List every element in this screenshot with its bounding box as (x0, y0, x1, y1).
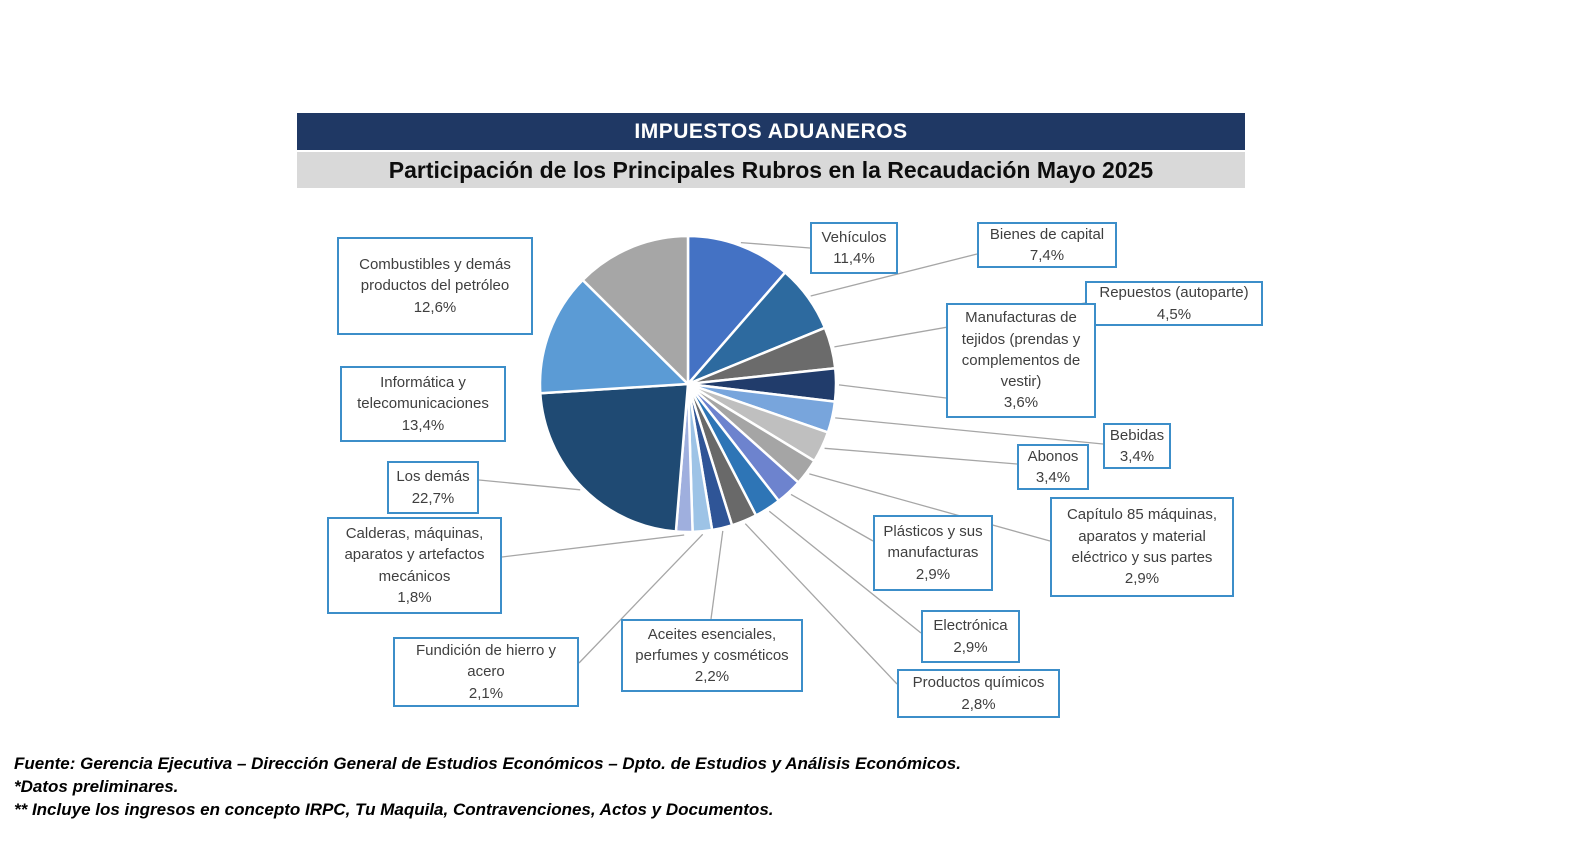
label-box-losdemas (387, 461, 479, 514)
slice-percent: 22,7% (411, 489, 455, 507)
label-box-manufacturas (946, 303, 1096, 418)
label-box-repuestos (1085, 281, 1263, 326)
slice-label: Productos químicos (912, 674, 1045, 692)
label-box-abonos (1017, 444, 1089, 490)
label-box-bienes (977, 222, 1117, 268)
slice-label: Repuestos (autoparte) (1099, 284, 1249, 302)
slice-percent: 12,6% (413, 298, 457, 316)
slice-percent: 7,4% (1029, 247, 1065, 264)
label-box-vehiculos (810, 222, 898, 274)
label-box-productos (897, 669, 1060, 718)
chart-title: IMPUESTOS ADUANEROS (634, 119, 908, 143)
label-box-capitulo85 (1050, 497, 1234, 597)
footer-notes (14, 752, 1314, 821)
slice-label: Abonos (1027, 447, 1079, 465)
leader-line-losdemas (479, 480, 580, 490)
label-box-informatica (340, 366, 506, 442)
slice-percent: 3,4% (1119, 448, 1155, 465)
leader-line-plasticos (791, 494, 873, 541)
slice-label: Informática y telecomunicaciones (357, 374, 489, 413)
leader-line-abonos (825, 448, 1017, 464)
slice-percent: 4,5% (1156, 305, 1192, 323)
chart-subtitle: Participación de los Principales Rubros en la Recaudación Mayo 2025 (388, 156, 1154, 183)
label-box-bebidas (1103, 423, 1171, 469)
slice-label: Bienes de capital (989, 225, 1105, 243)
slice-percent: 11,4% (833, 250, 875, 267)
leader-line-bebidas (835, 418, 1103, 444)
leader-line-manufacturas (839, 385, 946, 398)
slice-label: Electrónica (933, 617, 1008, 635)
slice-label: Fundición de hierro y acero (415, 642, 557, 681)
label-box-plasticos (873, 515, 993, 591)
slice-label: Aceites esenciales, perfumes y cosméticos (635, 625, 789, 664)
footer-includes-note: ** Incluye los ingresos en concepto IRPC, Tu Maquila, Contravenciones, Actos y Documentos. (14, 800, 774, 819)
label-box-calderas (327, 517, 502, 614)
footer-preliminary-note: *Datos preliminares. (14, 777, 179, 796)
leader-line-aceites (711, 531, 723, 619)
slice-percent: 1,8% (397, 588, 432, 606)
slice-label: Capítulo 85 máquinas, aparatos y material eléctrico y sus partes (1066, 506, 1218, 566)
leader-line-vehiculos (741, 243, 810, 248)
slice-percent: 2,1% (468, 684, 504, 702)
slice-label: Plásticos y sus manufacturas (883, 523, 983, 562)
slice-percent: 2,9% (1124, 570, 1160, 588)
slice-percent: 2,9% (915, 565, 951, 583)
slice-percent: 3,4% (1035, 469, 1071, 486)
slice-label: Combustibles y demás productos del petróleo (359, 256, 511, 295)
slice-label: Bebidas (1109, 426, 1165, 444)
footer-source-line: Fuente: Gerencia Ejecutiva – Dirección General de Estudios Económicos – Dpto. de Estudios y Análisis Económicos. (14, 754, 961, 773)
label-box-combustibles (337, 237, 533, 335)
label-box-electronica (921, 610, 1020, 663)
pie-slice-losdemas (540, 384, 688, 532)
slice-percent: 3,6% (1003, 394, 1039, 412)
slice-percent: 2,2% (694, 668, 730, 686)
slice-percent: 13,4% (401, 416, 445, 434)
label-box-fundicion (393, 637, 579, 707)
slice-percent: 2,8% (961, 695, 996, 713)
slice-label: Manufacturas de tejidos (prendas y complementos de vestir) (961, 309, 1081, 391)
slice-label: Los demás (396, 468, 470, 486)
slice-percent: 2,9% (953, 638, 988, 656)
leader-line-calderas (502, 535, 684, 557)
label-box-aceites (621, 619, 803, 692)
slice-label: Vehículos (821, 228, 887, 246)
slice-label: Calderas, máquinas, aparatos y artefactos mecánicos (344, 524, 485, 585)
